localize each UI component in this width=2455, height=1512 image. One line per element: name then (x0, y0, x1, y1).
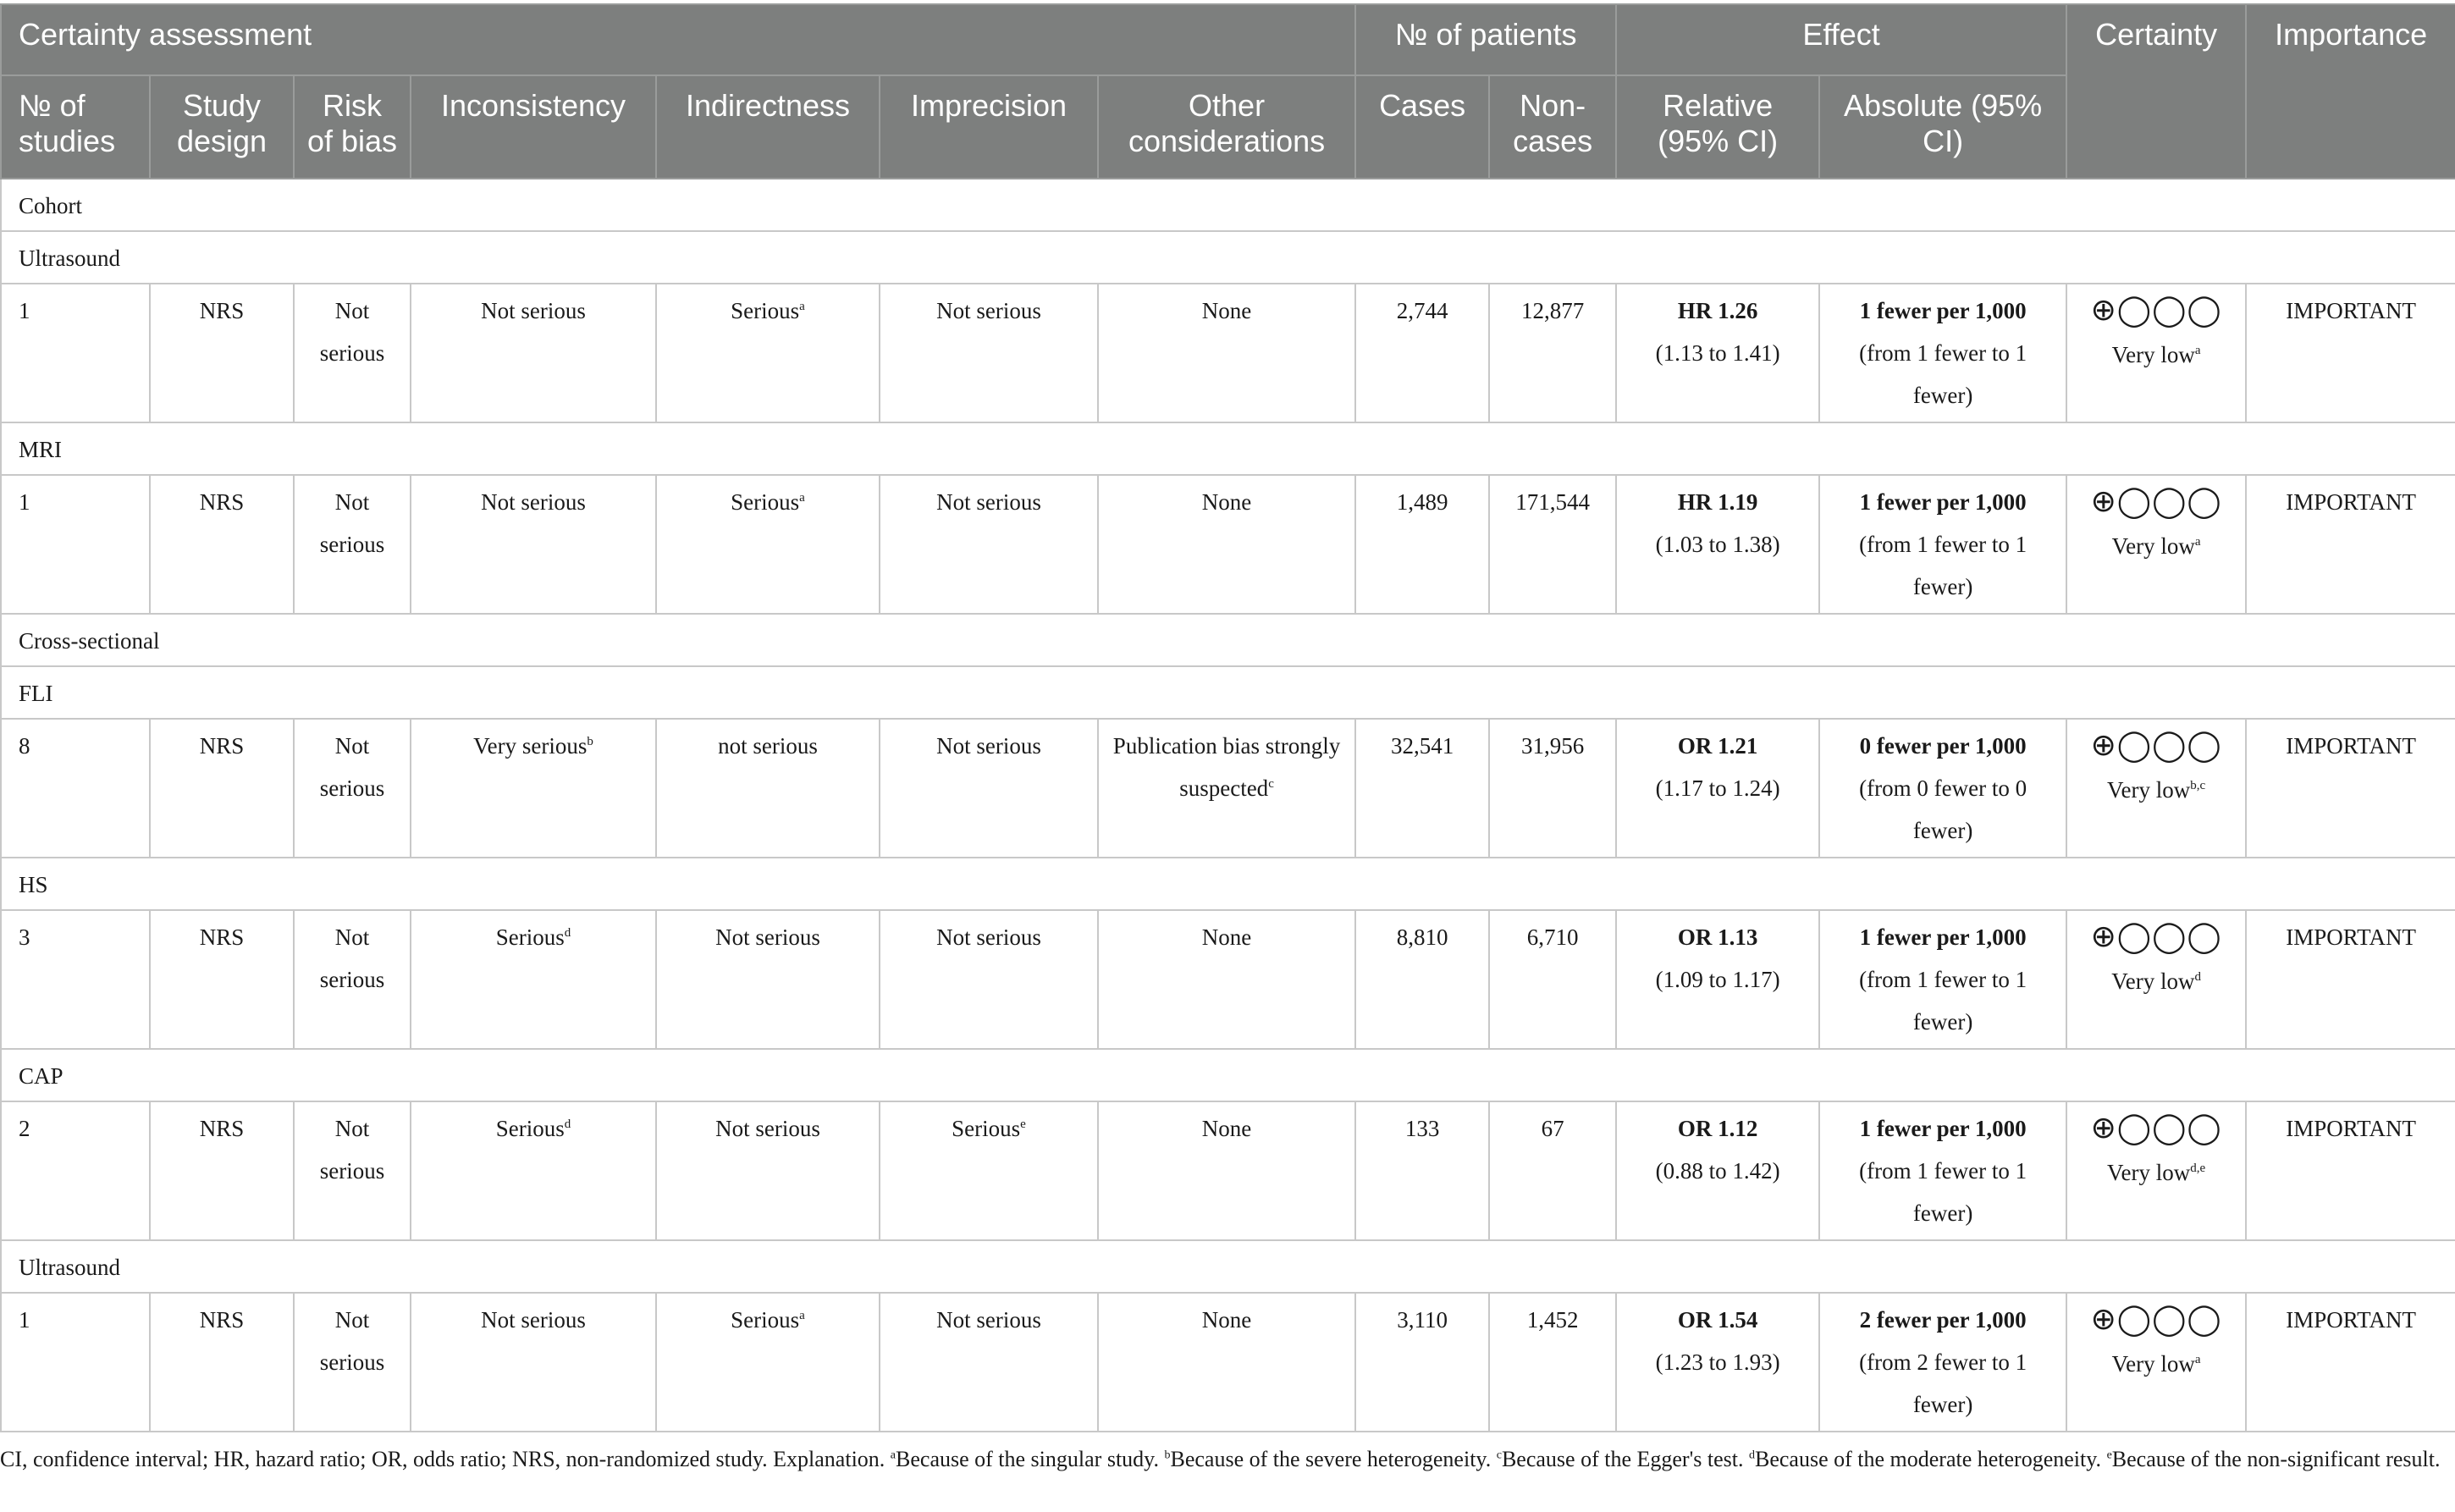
cell-inconsistency-text: Not serious (481, 298, 586, 323)
cell-inconsistency-footnote-mark: d (564, 1117, 571, 1131)
relative-ci: (1.17 to 1.24) (1655, 775, 1780, 801)
cell-inconsistency (411, 719, 656, 858)
cell-inconsistency-text: Not serious (481, 1307, 586, 1333)
table-footnote (0, 1445, 2447, 1474)
cell-inconsistency (411, 1293, 656, 1432)
cell-absolute (1819, 475, 2066, 614)
table-row (1, 1101, 2455, 1240)
cell-importance: IMPORTANT (2246, 719, 2455, 858)
cell-other-considerations-text: None (1201, 924, 1252, 950)
section-row (1, 666, 2455, 719)
cell-other-considerations (1098, 1101, 1355, 1240)
cell-indirectness (656, 1101, 880, 1240)
cell-inconsistency-text: Not serious (481, 489, 586, 515)
absolute-ci: (from 1 fewer to 1 fewer) (1859, 1158, 2027, 1226)
header-no-of-patients: № of patients (1355, 4, 1616, 75)
cell-imprecision (880, 475, 1098, 614)
certainty-label: Very low (2107, 777, 2191, 803)
footnote-text-b: Because of the severe heterogeneity. (1170, 1447, 1497, 1471)
cell-certainty (2066, 719, 2246, 858)
absolute-ci: (from 1 fewer to 1 fewer) (1859, 967, 2027, 1035)
section-cross-sectional: Cross-sectional (1, 614, 2455, 666)
relative-estimate: OR 1.21 (1677, 733, 1758, 759)
cell-indirectness-text: Serious (731, 298, 800, 323)
cell-imprecision-text: Not serious (936, 298, 1041, 323)
footnote-mark-e: e (2106, 1449, 2112, 1462)
cell-non-cases: 12,877 (1489, 284, 1616, 422)
certainty-footnote-mark: a (2194, 1353, 2201, 1366)
absolute-estimate: 1 fewer per 1,000 (1859, 298, 2027, 323)
cell-cases: 2,744 (1355, 284, 1489, 422)
cell-cases: 32,541 (1355, 719, 1489, 858)
cell-other-considerations-text: None (1201, 1116, 1252, 1141)
table-row (1, 475, 2455, 614)
cell-cases: 1,489 (1355, 475, 1489, 614)
cell-absolute (1819, 719, 2066, 858)
cell-cases: 133 (1355, 1101, 1489, 1240)
cell-importance: IMPORTANT (2246, 910, 2455, 1049)
absolute-estimate: 2 fewer per 1,000 (1859, 1307, 2027, 1333)
cell-cases: 8,810 (1355, 910, 1489, 1049)
relative-ci: (1.09 to 1.17) (1655, 967, 1780, 992)
cell-indirectness-text: Not serious (715, 924, 820, 950)
cell-importance: IMPORTANT (2246, 475, 2455, 614)
relative-ci: (1.13 to 1.41) (1655, 340, 1780, 366)
cell-studies: 8 (1, 719, 150, 858)
cell-imprecision-text: Serious (952, 1116, 1021, 1141)
cell-inconsistency-text: Very serious (473, 733, 588, 759)
relative-estimate: OR 1.54 (1677, 1307, 1758, 1333)
certainty-footnote-mark: d (2194, 970, 2201, 984)
cell-other-considerations-footnote-mark: c (1268, 777, 1274, 791)
header-certainty: Certainty (2066, 4, 2246, 179)
header-relative: Relative (95% CI) (1616, 75, 1819, 179)
header-other-considerations: Other considerations (1098, 75, 1355, 179)
cell-indirectness-text: Not serious (715, 1116, 820, 1141)
cell-study-design: NRS (150, 719, 294, 858)
section-row (1, 231, 2455, 284)
cell-absolute (1819, 284, 2066, 422)
relative-estimate: OR 1.12 (1677, 1116, 1758, 1141)
certainty-rating-icon: ⊕◯◯◯ (2090, 1302, 2222, 1337)
cell-other-considerations-text: None (1201, 298, 1252, 323)
absolute-ci: (from 2 fewer to 1 fewer) (1859, 1349, 2027, 1417)
cell-relative (1616, 910, 1819, 1049)
certainty-footnote-mark: b,c (2190, 779, 2206, 792)
subgroup-label: MRI (1, 422, 2455, 475)
header-cases: Cases (1355, 75, 1489, 179)
cell-studies: 1 (1, 475, 150, 614)
cell-certainty (2066, 1101, 2246, 1240)
cell-imprecision (880, 284, 1098, 422)
cell-study-design: NRS (150, 475, 294, 614)
footnote-text-a: Because of the singular study. (896, 1447, 1165, 1471)
cell-certainty (2066, 284, 2246, 422)
cell-certainty (2066, 475, 2246, 614)
table-row (1, 910, 2455, 1049)
cell-non-cases: 171,544 (1489, 475, 1616, 614)
cell-certainty (2066, 1293, 2246, 1432)
cell-relative (1616, 284, 1819, 422)
cell-non-cases: 67 (1489, 1101, 1616, 1240)
cell-studies: 2 (1, 1101, 150, 1240)
cell-risk-of-bias: Not serious (294, 1293, 411, 1432)
cell-other-considerations (1098, 284, 1355, 422)
cell-inconsistency (411, 475, 656, 614)
footnote-abbreviations: CI, confidence interval; HR, hazard ratio; OR, odds ratio; NRS, non-randomized study. Explanation. (0, 1447, 891, 1471)
relative-estimate: OR 1.13 (1677, 924, 1758, 950)
cell-inconsistency-footnote-mark: b (587, 735, 593, 748)
table-row (1, 1293, 2455, 1432)
cell-relative (1616, 475, 1819, 614)
cell-non-cases: 6,710 (1489, 910, 1616, 1049)
header-absolute: Absolute (95% CI) (1819, 75, 2066, 179)
cell-imprecision-footnote-mark: e (1020, 1117, 1026, 1131)
footnote-mark-d: d (1748, 1449, 1755, 1462)
cell-indirectness (656, 475, 880, 614)
table-row (1, 284, 2455, 422)
cell-other-considerations (1098, 910, 1355, 1049)
cell-indirectness (656, 719, 880, 858)
cell-study-design: NRS (150, 284, 294, 422)
cell-cases: 3,110 (1355, 1293, 1489, 1432)
section-row (1, 1049, 2455, 1101)
cell-imprecision (880, 719, 1098, 858)
cell-absolute (1819, 1293, 2066, 1432)
relative-estimate: HR 1.19 (1677, 489, 1758, 515)
cell-relative (1616, 1293, 1819, 1432)
certainty-label: Very low (2111, 533, 2195, 559)
section-row (1, 422, 2455, 475)
table-header (1, 4, 2455, 179)
certainty-footnote-mark: a (2194, 344, 2201, 357)
cell-imprecision-text: Not serious (936, 733, 1041, 759)
cell-imprecision-text: Not serious (936, 1307, 1041, 1333)
relative-ci: (0.88 to 1.42) (1655, 1158, 1780, 1184)
cell-studies: 1 (1, 284, 150, 422)
header-indirectness: Indirectness (656, 75, 880, 179)
cell-other-considerations (1098, 1293, 1355, 1432)
header-importance: Importance (2246, 4, 2455, 179)
cell-risk-of-bias: Not serious (294, 475, 411, 614)
grade-evidence-table (0, 3, 2455, 1432)
cell-other-considerations (1098, 719, 1355, 858)
cell-importance: IMPORTANT (2246, 1293, 2455, 1432)
subgroup-label: HS (1, 858, 2455, 910)
cell-imprecision-text: Not serious (936, 489, 1041, 515)
subgroup-label: Ultrasound (1, 231, 2455, 284)
cell-absolute (1819, 1101, 2066, 1240)
header-non-cases: Non-cases (1489, 75, 1616, 179)
certainty-footnote-mark: a (2194, 535, 2201, 549)
cell-risk-of-bias: Not serious (294, 284, 411, 422)
cell-risk-of-bias: Not serious (294, 719, 411, 858)
cell-absolute (1819, 910, 2066, 1049)
certainty-label: Very low (2111, 968, 2195, 994)
certainty-label: Very low (2107, 1160, 2191, 1185)
cell-other-considerations-text: None (1201, 1307, 1252, 1333)
header-risk-of-bias: Risk of bias (294, 75, 411, 179)
cell-indirectness-text: Serious (731, 1307, 800, 1333)
section-row (1, 614, 2455, 666)
subgroup-label: Ultrasound (1, 1240, 2455, 1293)
footnote-text-e: Because of the non-significant result. (2111, 1447, 2441, 1471)
section-row (1, 179, 2455, 231)
cell-other-considerations-text: Publication bias strongly suspected (1112, 733, 1341, 801)
cell-imprecision (880, 910, 1098, 1049)
absolute-estimate: 1 fewer per 1,000 (1859, 924, 2027, 950)
relative-ci: (1.03 to 1.38) (1655, 532, 1780, 557)
subgroup-label: FLI (1, 666, 2455, 719)
cell-non-cases: 31,956 (1489, 719, 1616, 858)
absolute-ci: (from 1 fewer to 1 fewer) (1859, 532, 2027, 599)
cell-non-cases: 1,452 (1489, 1293, 1616, 1432)
header-no-of-studies: № of studies (1, 75, 150, 179)
footnote-mark-c: c (1496, 1449, 1502, 1462)
cell-studies: 1 (1, 1293, 150, 1432)
footnote-mark-a: a (890, 1449, 896, 1462)
cell-indirectness-text: not serious (718, 733, 818, 759)
certainty-footnote-mark: d,e (2190, 1162, 2206, 1175)
header-inconsistency: Inconsistency (411, 75, 656, 179)
cell-inconsistency (411, 910, 656, 1049)
header-imprecision: Imprecision (880, 75, 1098, 179)
cell-indirectness (656, 1293, 880, 1432)
cell-imprecision-text: Not serious (936, 924, 1041, 950)
absolute-estimate: 1 fewer per 1,000 (1859, 1116, 2027, 1141)
cell-indirectness (656, 284, 880, 422)
cell-imprecision (880, 1293, 1098, 1432)
cell-risk-of-bias: Not serious (294, 910, 411, 1049)
cell-study-design: NRS (150, 1293, 294, 1432)
cell-risk-of-bias: Not serious (294, 1101, 411, 1240)
footnote-mark-b: b (1164, 1449, 1171, 1462)
cell-indirectness-footnote-mark: a (799, 300, 805, 313)
certainty-label: Very low (2111, 342, 2195, 367)
certainty-rating-icon: ⊕◯◯◯ (2090, 1111, 2222, 1145)
cell-relative (1616, 719, 1819, 858)
absolute-estimate: 0 fewer per 1,000 (1859, 733, 2027, 759)
cell-study-design: NRS (150, 910, 294, 1049)
cell-inconsistency-text: Serious (495, 1116, 565, 1141)
cell-inconsistency (411, 284, 656, 422)
certainty-label: Very low (2111, 1351, 2195, 1377)
relative-ci: (1.23 to 1.93) (1655, 1349, 1780, 1375)
section-row (1, 1240, 2455, 1293)
cell-indirectness-footnote-mark: a (799, 491, 805, 505)
subgroup-label: CAP (1, 1049, 2455, 1101)
section-cohort: Cohort (1, 179, 2455, 231)
cell-imprecision (880, 1101, 1098, 1240)
footnote-text-d: Because of the moderate heterogeneity. (1754, 1447, 2107, 1471)
certainty-rating-icon: ⊕◯◯◯ (2090, 293, 2222, 328)
section-row (1, 858, 2455, 910)
footnote-text-c: Because of the Egger's test. (1501, 1447, 1749, 1471)
cell-indirectness-text: Serious (731, 489, 800, 515)
table-row (1, 719, 2455, 858)
cell-studies: 3 (1, 910, 150, 1049)
absolute-ci: (from 1 fewer to 1 fewer) (1859, 340, 2027, 408)
header-certainty-assessment: Certainty assessment (1, 4, 1355, 75)
header-effect: Effect (1616, 4, 2066, 75)
cell-relative (1616, 1101, 1819, 1240)
certainty-rating-icon: ⊕◯◯◯ (2090, 919, 2222, 954)
certainty-rating-icon: ⊕◯◯◯ (2090, 728, 2222, 763)
cell-importance: IMPORTANT (2246, 284, 2455, 422)
relative-estimate: HR 1.26 (1677, 298, 1758, 323)
cell-other-considerations-text: None (1201, 489, 1252, 515)
cell-indirectness (656, 910, 880, 1049)
cell-study-design: NRS (150, 1101, 294, 1240)
cell-inconsistency (411, 1101, 656, 1240)
cell-inconsistency-footnote-mark: d (564, 926, 571, 940)
header-study-design: Study design (150, 75, 294, 179)
cell-inconsistency-text: Serious (495, 924, 565, 950)
cell-other-considerations (1098, 475, 1355, 614)
cell-importance: IMPORTANT (2246, 1101, 2455, 1240)
cell-certainty (2066, 910, 2246, 1049)
certainty-rating-icon: ⊕◯◯◯ (2090, 484, 2222, 519)
absolute-ci: (from 0 fewer to 0 fewer) (1859, 775, 2027, 843)
absolute-estimate: 1 fewer per 1,000 (1859, 489, 2027, 515)
cell-indirectness-footnote-mark: a (799, 1309, 805, 1322)
table-body (1, 179, 2455, 1432)
